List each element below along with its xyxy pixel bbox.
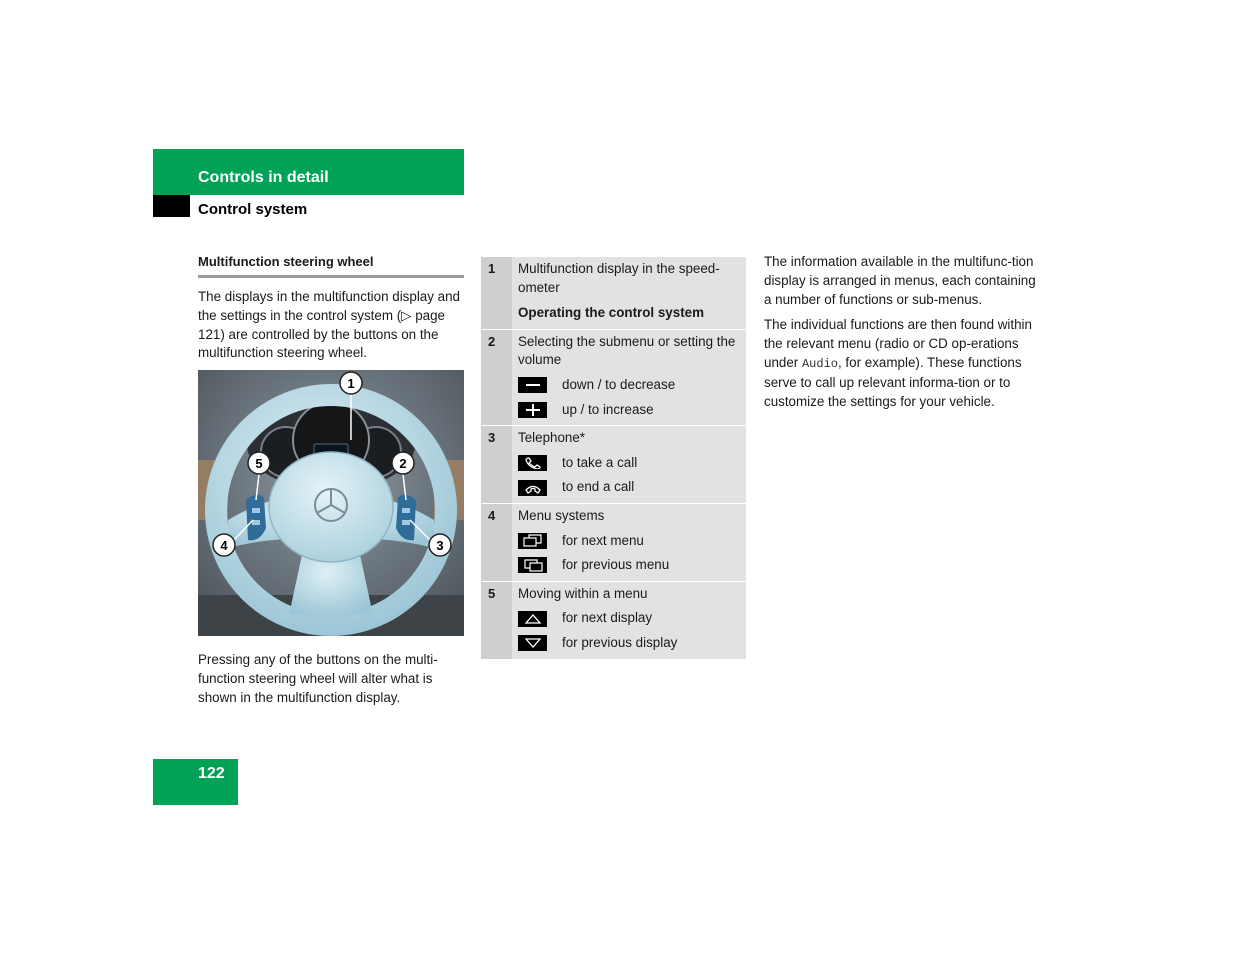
phone-answer-icon <box>518 455 547 471</box>
page-number-box <box>153 759 238 805</box>
svg-text:5: 5 <box>255 456 263 471</box>
row-text: Multifunction display in the speed-ometer <box>518 261 720 295</box>
right-paragraph-1: The information available in the multifunc-tion display is arranged in menus, each containing a number of functions or sub-menus. <box>764 254 1036 307</box>
item-label: for next menu <box>562 532 644 548</box>
audio-menu-label: Audio <box>801 356 838 371</box>
item-label: to end a call <box>562 479 635 495</box>
table-row <box>481 503 746 581</box>
svg-text:2: 2 <box>399 456 407 471</box>
arrow-down-icon <box>518 635 547 651</box>
list-item <box>518 634 740 653</box>
chapter-title: Controls in detail <box>198 169 329 186</box>
row-number: 5 <box>481 582 512 659</box>
callout-5 <box>248 452 270 474</box>
callout-2 <box>392 452 414 474</box>
item-label: for previous display <box>562 634 678 650</box>
row-text: Telephone* <box>518 430 586 446</box>
item-label: up / to increase <box>562 401 654 417</box>
callout-1 <box>340 372 362 394</box>
list-item <box>518 376 740 395</box>
section-heading: Multifunction steering wheel <box>198 254 464 278</box>
item-label: to take a call <box>562 454 638 470</box>
phone-hangup-icon <box>518 480 547 496</box>
legend-table <box>481 257 746 659</box>
plus-icon <box>518 402 547 418</box>
section-marker <box>153 195 190 217</box>
next-menu-icon <box>518 533 547 549</box>
table-row <box>481 257 746 329</box>
table-row <box>481 581 746 659</box>
callout-4 <box>213 534 235 556</box>
item-label: for previous menu <box>562 557 670 573</box>
row-number: 4 <box>481 504 512 581</box>
list-item <box>518 556 740 575</box>
row-subheading: Operating the control system <box>518 305 705 321</box>
list-item <box>518 609 740 628</box>
after-image-paragraph: Pressing any of the buttons on the multi-function steering wheel will alter what is shown in the multifunction display. <box>198 652 438 705</box>
intro-paragraph: The displays in the multifunction display and the settings in the control system (▷ page 121) are controlled by the buttons on the multifunction steering wheel. <box>198 289 461 361</box>
callout-3 <box>429 534 451 556</box>
row-number: 1 <box>481 257 512 329</box>
list-item <box>518 454 740 473</box>
right-button-pad <box>396 494 416 540</box>
arrow-up-icon <box>518 611 547 627</box>
svg-text:4: 4 <box>220 538 228 553</box>
list-item <box>518 478 740 497</box>
page-number: 122 <box>198 765 225 782</box>
left-button-pad <box>246 494 266 540</box>
item-label: down / to decrease <box>562 376 676 392</box>
svg-text:3: 3 <box>436 538 444 553</box>
list-item <box>518 532 740 551</box>
previous-menu-icon <box>518 557 547 573</box>
row-number: 3 <box>481 426 512 503</box>
list-item <box>518 401 740 420</box>
svg-text:1: 1 <box>347 376 355 391</box>
row-number: 2 <box>481 330 512 425</box>
minus-icon <box>518 377 547 393</box>
item-label: for next display <box>562 610 653 626</box>
table-row <box>481 329 746 425</box>
right-paragraph-2: The individual functions are then found within the relevant menu (radio or CD op-erations under Audio, for example). These functions serve to call up relevant informa-tion or to customize the settings for your vehicle. <box>764 317 1032 409</box>
row-text: Selecting the submenu or setting the volume <box>518 333 736 368</box>
section-title: Control system <box>198 201 308 218</box>
right-column <box>764 253 1036 418</box>
row-text: Menu systems <box>518 507 605 523</box>
steering-wheel-illustration <box>198 370 464 636</box>
table-row <box>481 425 746 503</box>
row-text: Moving within a menu <box>518 585 648 601</box>
steering-wheel-figure <box>198 370 464 636</box>
